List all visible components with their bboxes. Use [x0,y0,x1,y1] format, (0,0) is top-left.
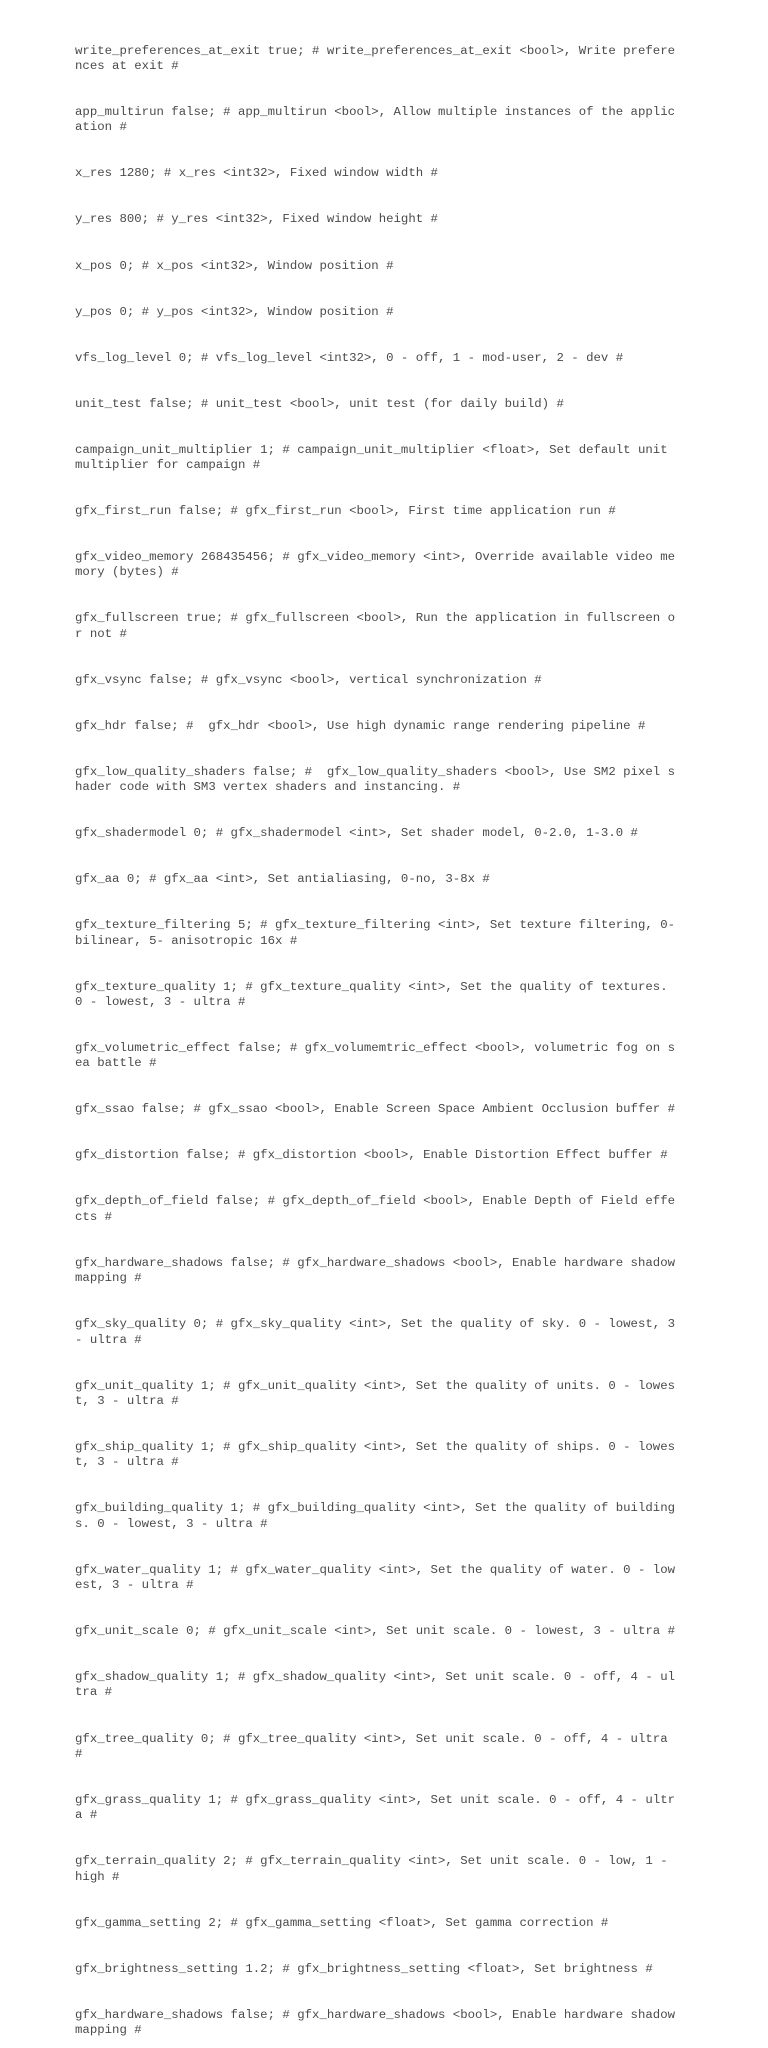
config-line: vfs_log_level 0; # vfs_log_level <int32>, 0 - off, 1 - mod-user, 2 - dev # [75,350,624,365]
config-line: x_pos 0; # x_pos <int32>, Window position # [75,258,394,273]
config-line: unit_test false; # unit_test <bool>, unit test (for daily build) # [75,396,564,411]
config-line: y_pos 0; # y_pos <int32>, Window position # [75,304,394,319]
config-line: campaign_unit_multiplier 1; # campaign_unit_multiplier <float>, Set default unit multiplier for campaign # [75,442,676,472]
config-line: gfx_vsync false; # gfx_vsync <bool>, vertical synchronization # [75,672,542,687]
config-line: gfx_tree_quality 0; # gfx_tree_quality <int>, Set unit scale. 0 - off, 4 - ultra # [75,1731,676,1761]
config-line: write_preferences_at_exit true; # write_preferences_at_exit <bool>, Write preferences at exit # [75,43,676,74]
config-line: gfx_video_memory 268435456; # gfx_video_memory <int>, Override available video memory (bytes) # [75,550,676,580]
config-line: gfx_low_quality_shaders false; # gfx_low_quality_shaders <bool>, Use SM2 pixel shader code with SM3 vertex shaders and instancing. # [75,764,676,795]
config-line: gfx_hardware_shadows false; # gfx_hardware_shadows <bool>, Enable hardware shadow mapping # [75,1255,683,1286]
config-line: gfx_building_quality 1; # gfx_building_quality <int>, Set the quality of buildings. 0 - lowest, 3 - ultra # [75,1501,676,1531]
config-line: y_res 800; # y_res <int32>, Fixed window height # [75,212,438,227]
config-line: gfx_sky_quality 0; # gfx_sky_quality <int>, Set the quality of sky. 0 - lowest, 3 - ultra # [75,1317,683,1347]
config-file-text [75,13,683,2048]
config-line: gfx_shadermodel 0; # gfx_shadermodel <int>, Set shader model, 0-2.0, 1-3.0 # [75,826,638,841]
config-line: gfx_hdr false; # gfx_hdr <bool>, Use high dynamic range rendering pipeline # [75,718,646,733]
config-line: gfx_gamma_setting 2; # gfx_gamma_setting <float>, Set gamma correction # [75,1915,609,1930]
config-line: x_res 1280; # x_res <int32>, Fixed window width # [75,166,438,181]
config-line: gfx_volumetric_effect false; # gfx_volumemtric_effect <bool>, volumetric fog on sea battle # [75,1041,676,1071]
config-line: gfx_ship_quality 1; # gfx_ship_quality <int>, Set the quality of ships. 0 - lowest, 3 - ultra # [75,1439,676,1470]
config-line: gfx_first_run false; # gfx_first_run <bool>, First time application run # [75,504,616,518]
config-line: gfx_texture_quality 1; # gfx_texture_quality <int>, Set the quality of textures. 0 - lowest, 3 - ultra # [75,979,676,1009]
config-line: gfx_terrain_quality 2; # gfx_terrain_quality <int>, Set unit scale. 0 - low, 1 - high # [75,1854,676,1884]
config-line: gfx_unit_scale 0; # gfx_unit_scale <int>, Set unit scale. 0 - lowest, 3 - ultra # [75,1624,676,1639]
config-line: gfx_water_quality 1; # gfx_water_quality <int>, Set the quality of water. 0 - lowest, 3 - ultra # [75,1562,676,1593]
config-line: gfx_hardware_shadows false; # gfx_hardware_shadows <bool>, Enable hardware shadow mapping # [75,2007,683,2038]
config-line: gfx_distortion false; # gfx_distortion <bool>, Enable Distortion Effect buffer # [75,1148,668,1163]
config-line: gfx_depth_of_field false; # gfx_depth_of_field <bool>, Enable Depth of Field effects # [75,1194,676,1224]
config-line: gfx_grass_quality 1; # gfx_grass_quality <int>, Set unit scale. 0 - off, 4 - ultra # [75,1792,676,1823]
config-line: gfx_brightness_setting 1.2; # gfx_brightness_setting <float>, Set brightness # [75,1961,653,1976]
config-line: app_multirun false; # app_multirun <bool>, Allow multiple instances of the application # [75,105,676,135]
config-line: gfx_fullscreen true; # gfx_fullscreen <bool>, Run the application in fullscreen or not # [75,611,676,641]
config-line: gfx_aa 0; # gfx_aa <int>, Set antialiasing, 0-no, 3-8x # [75,872,490,887]
config-line: gfx_texture_filtering 5; # gfx_texture_filtering <int>, Set texture filtering, 0-bilinear, 5- anisotropic 16x # [75,918,676,948]
config-line: gfx_ssao false; # gfx_ssao <bool>, Enable Screen Space Ambient Occlusion buffer # [75,1102,676,1117]
config-line: gfx_unit_quality 1; # gfx_unit_quality <int>, Set the quality of units. 0 - lowest, 3 - ultra # [75,1378,676,1408]
config-line: gfx_shadow_quality 1; # gfx_shadow_quality <int>, Set unit scale. 0 - off, 4 - ultra # [75,1670,676,1700]
